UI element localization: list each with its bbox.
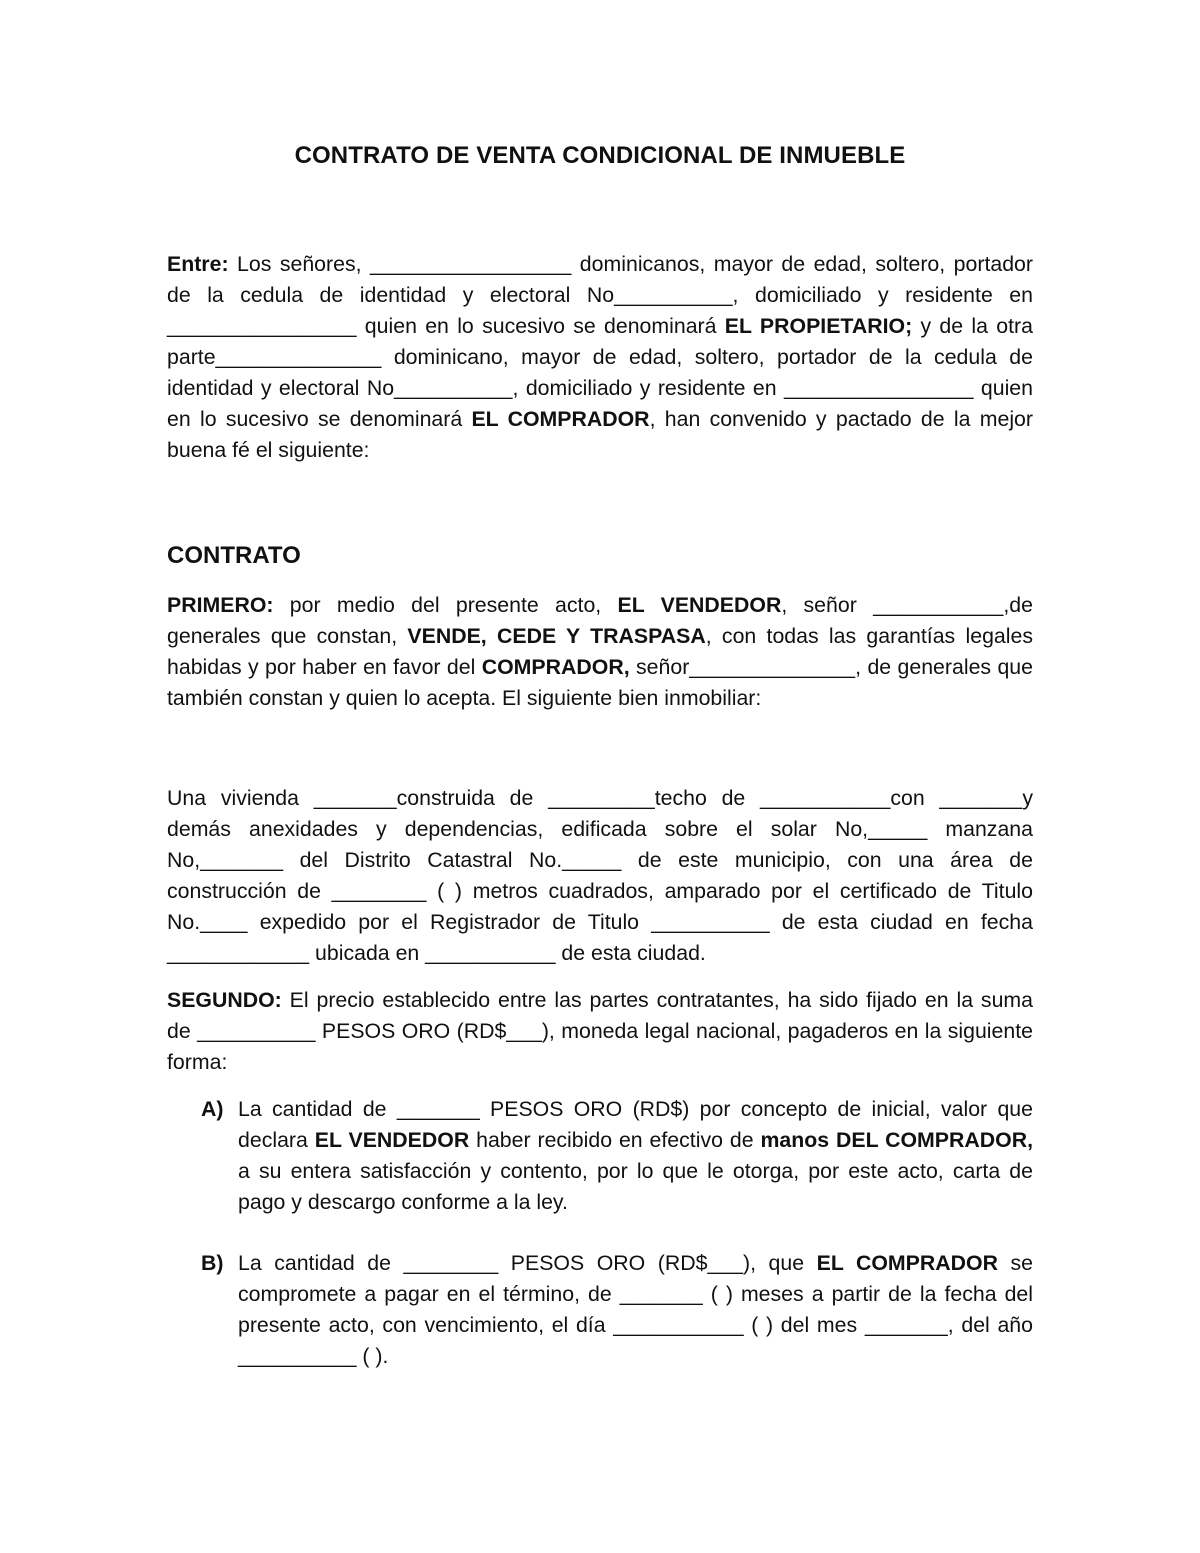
item-b-el-comprador: EL COMPRADOR [816,1251,998,1275]
entre-text-1: Los señores, _________________ dominicanos, mayor de edad, soltero, portador de la cedula de identidad y electoral No__________, domiciliado y residente en ________________ quien en lo sucesivo se denominará [167,252,1033,338]
entre-paragraph [167,249,1033,466]
segundo-paragraph [167,985,1033,1078]
primero-text-3: , con todas las garantías legales habidas y por haber en favor del [167,624,1033,679]
item-a-text-1: La cantidad de _______ PESOS ORO (RD$) por concepto de inicial, valor que declara [238,1097,1033,1152]
el-vendedor: EL VENDEDOR [617,593,782,617]
el-propietario: EL PROPIETARIO; [724,314,913,338]
contrato-heading: CONTRATO [167,542,301,569]
item-b-text-2: se compromete a pagar en el término, de _______ ( ) meses a partir de la fecha del presente acto, con vencimiento, el día ___________ ( ) del mes _______, del año __________ ( ). [238,1251,1033,1368]
entre-text-2: y de la otra parte______________ dominicano, mayor de edad, soltero, portador de la cedula de identidad y electoral No__________, domiciliado y residente en ________________ quien en lo sucesivo se denominará [167,314,1033,431]
item-a-el-vendedor: EL VENDEDOR [314,1128,470,1152]
item-a-text-2: haber recibido en efectivo de [469,1128,761,1152]
vende-cede-traspasa: VENDE, CEDE Y TRASPASA [407,624,706,648]
comprador: COMPRADOR, [481,655,630,679]
segundo-label: SEGUNDO: [167,988,282,1012]
item-a-manos-del-comprador: manos DEL COMPRADOR, [760,1128,1033,1152]
item-b-marker: B) [201,1251,224,1275]
el-comprador: EL COMPRADOR [471,407,650,431]
segundo-text-1: El precio establecido entre las partes contratantes, ha sido fijado en la suma de __________ PESOS ORO (RD$___), moneda legal nacional, pagaderos en la siguiente forma: [167,988,1033,1074]
entre-label: Entre: [167,252,229,276]
document-title: CONTRATO DE VENTA CONDICIONAL DE INMUEBLE [294,142,906,169]
primero-text-1: por medio del presente acto, [273,593,618,617]
item-b [167,1248,1033,1372]
item-a [167,1094,1033,1218]
primero-text-2: , señor ___________,de generales que constan, [167,593,1033,648]
primero-label: PRIMERO: [167,593,274,617]
primero-text-4: señor______________, de generales que también constan y quien lo acepta. El siguiente bien inmobiliar: [167,655,1033,710]
item-b-text-1: La cantidad de ________ PESOS ORO (RD$___), que [238,1251,817,1275]
entre-text-3: , han convenido y pactado de la mejor buena fé el siguiente: [167,407,1033,462]
primero-paragraph [167,590,1033,714]
item-a-text-3: a su entera satisfacción y contento, por lo que le otorga, por este acto, carta de pago y descargo conforme a la ley. [238,1159,1033,1214]
vivienda-paragraph: Una vivienda _______construida de _________techo de ___________con _______y demás anexidades y dependencias, edificada sobre el solar No,_____ manzana No,_______ del Distrito Catastral No._____ de este municipio, con una área de construcción de ________ ( ) metros cuadrados, amparado por el certificado de Titulo No.____ expedido por el Registrador de Titulo __________ de esta ciudad en fecha ____________ ubicada en ___________ de esta ciudad. [167,786,1033,965]
document-page [167,136,1033,1372]
item-a-marker: A) [201,1097,224,1121]
